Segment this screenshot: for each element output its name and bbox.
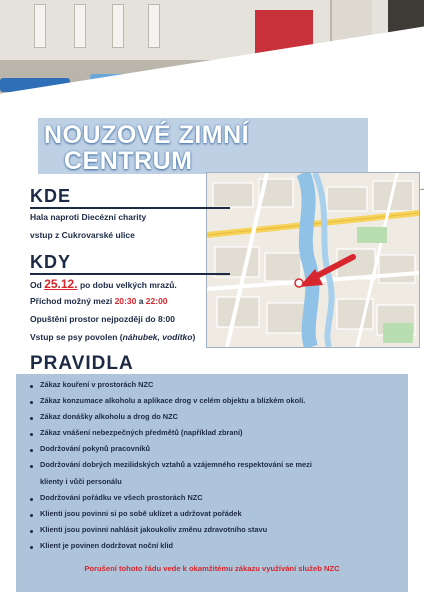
rule-item: Dodržování dobrých mezilidských vztahů a vzájemného respektování se mezi [40,460,312,469]
heading-kdy: KDY [30,252,72,272]
kdy-prichod-time-2: 22:00 [145,296,168,306]
kdy-od-date: 25.12. [44,277,78,291]
rule-bullet [30,546,33,549]
photo-window [74,4,86,48]
kdy-prichod-a: a [138,296,144,306]
kdy-psi-prefix: Vstup se psy povolen ( [30,332,123,342]
photo-window [112,4,124,48]
kdy-prichod-prefix: Příchod možný mezi [30,296,113,306]
rule-bullet [30,433,33,436]
rule-item: Dodržování pořádku ve všech prostorách NZC [40,493,203,502]
rule-item: Zákaz kouření v prostorách NZC [40,380,154,389]
kdy-psi-suffix: ) [192,332,196,342]
kdy-prichod-time-1: 20:30 [114,296,137,306]
kdy-od-line [30,277,177,291]
rule-bullet [30,385,33,388]
title-line-1: NOUZOVÉ ZIMNÍ [44,121,250,149]
rule-item: Klienti jsou povinni nahlásit jakoukoliv změnu zdravotního stavu [40,525,268,534]
rule-item: Zákaz donášky alkoholu a drog do NZC [40,412,178,421]
rule-item: Klienti jsou povinni si po sobě uklízet a udržovat pořádek [40,509,242,518]
location-map [206,172,420,348]
kdy-od-suffix: po dobu velkých mrazů. [79,280,177,290]
rule-bullet [30,498,33,501]
rule-item-continued: klienty i vůči personálu [40,477,122,486]
kde-line-1: Hala naproti Diecézní charity [30,212,147,222]
photo-window [148,4,160,48]
rule-item: Zákaz vnášení nebezpečných předmětů (například zbraní) [40,428,243,437]
rule-bullet [30,449,33,452]
kdy-opusteni-line: Opuštění prostor nejpozději do 8:00 [30,314,175,324]
heading-kde: KDE [30,186,72,206]
kdy-prichod-line [30,296,168,306]
kdy-underline [30,273,230,275]
map-graphic [207,173,419,347]
rule-bullet [30,465,33,468]
kde-line-2: vstup z Cukrovarské ulice [30,230,135,240]
rules-panel [16,374,408,592]
kde-underline [30,207,230,209]
rule-bullet [30,530,33,533]
rule-bullet [30,401,33,404]
rule-bullet [30,417,33,420]
rule-item: Zákaz konzumace alkoholu a aplikace drog v celém objektu a blízkém okolí. [40,396,306,405]
page-title [44,122,374,174]
rule-bullet [30,514,33,517]
rules-footer-warning: Porušení tohoto řádu vede k okamžitému zákazu využívání služeb NZC [84,564,340,573]
rule-item: Dodržování pokynů pracovníků [40,444,151,453]
kdy-psi-line [30,332,195,342]
photo-window [34,4,46,48]
kdy-od-prefix: Od [30,280,42,290]
kdy-psi-italic: náhubek, vodítko [122,332,193,342]
title-line-2: CENTRUM [64,147,193,175]
heading-pravidla: PRAVIDLA [30,353,134,374]
rule-item: Klient je povinen dodržovat noční klid [40,541,174,550]
